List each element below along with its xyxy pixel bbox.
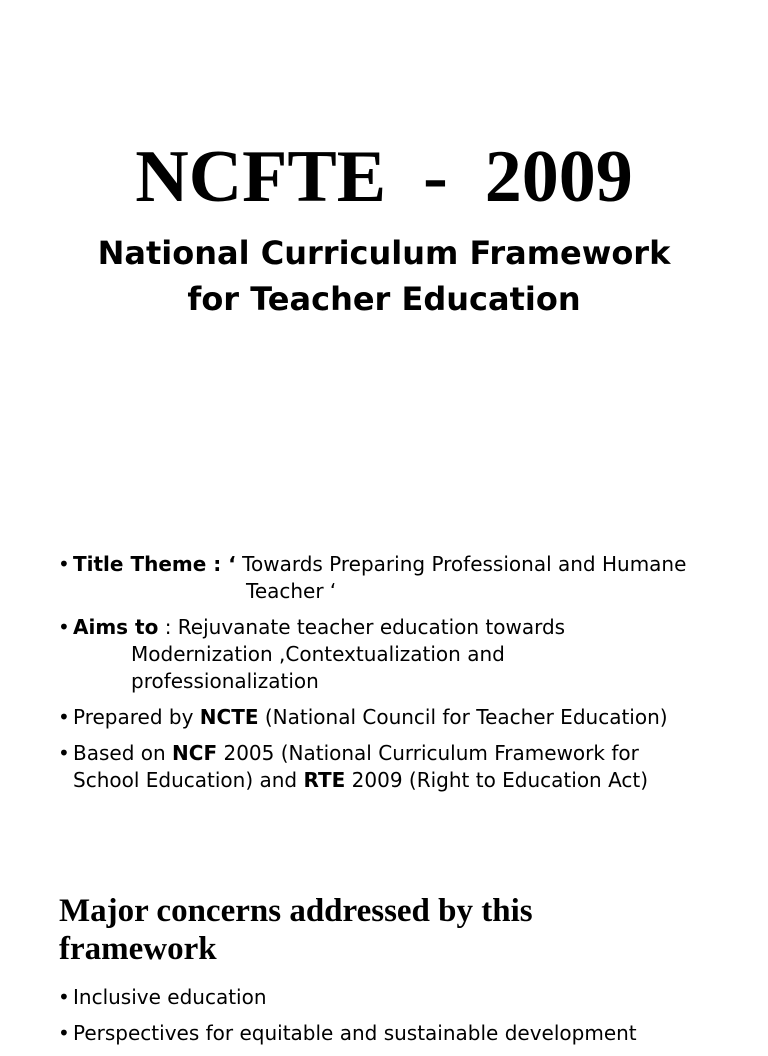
bullet-text: School Education) and bbox=[73, 768, 304, 792]
bullet-line bbox=[73, 551, 748, 578]
bullet-text: 2009 (Right to Education Act) bbox=[345, 768, 649, 792]
bullet-text: Prepared by bbox=[73, 705, 200, 729]
bullet-line bbox=[73, 767, 748, 794]
bullet-bold-term: RTE bbox=[303, 768, 346, 792]
bullet-title-theme bbox=[58, 551, 748, 605]
heading-line: Major concerns addressed by this bbox=[59, 893, 533, 929]
bullet-line bbox=[73, 740, 748, 767]
summary-bullet-list bbox=[58, 551, 748, 803]
subtitle-line: for Teacher Education bbox=[187, 280, 581, 318]
bullet-line: Teacher ‘ bbox=[246, 579, 337, 603]
bullet-line bbox=[73, 614, 748, 641]
bullet-aims bbox=[58, 614, 748, 695]
bullet-prepared-by bbox=[58, 704, 748, 731]
bullet-label: Aims to bbox=[73, 615, 159, 639]
bullet-bold-term: NCTE bbox=[199, 705, 259, 729]
page-subtitle bbox=[0, 230, 768, 322]
subtitle-line: National Curriculum Framework bbox=[97, 234, 671, 272]
concerns-heading bbox=[59, 892, 699, 968]
bullet-line: professionalization bbox=[131, 669, 319, 693]
bullet-based-on bbox=[58, 740, 748, 794]
concern-item: • Perspectives for equitable and sustainable development bbox=[58, 1020, 748, 1047]
bullet-bold-term: NCF bbox=[172, 741, 218, 765]
bullet-text: Towards Preparing Professional and Humane bbox=[235, 552, 687, 576]
bullet-text: : Rejuvanate teacher education towards bbox=[158, 615, 566, 639]
bullet-label: Title Theme : ‘ bbox=[73, 552, 236, 576]
bullet-line: Modernization ,Contextualization and bbox=[131, 642, 505, 666]
heading-line: framework bbox=[59, 931, 217, 967]
concerns-bullet-list bbox=[58, 984, 748, 1056]
bullet-text: (National Council for Teacher Education) bbox=[258, 705, 668, 729]
bullet-text: 2005 (National Curriculum Framework for bbox=[217, 741, 639, 765]
bullet-line bbox=[73, 704, 748, 731]
page-title: NCFTE - 2009 bbox=[135, 136, 633, 218]
concern-item: • Inclusive education bbox=[58, 984, 748, 1011]
bullet-text: Based on bbox=[73, 741, 173, 765]
